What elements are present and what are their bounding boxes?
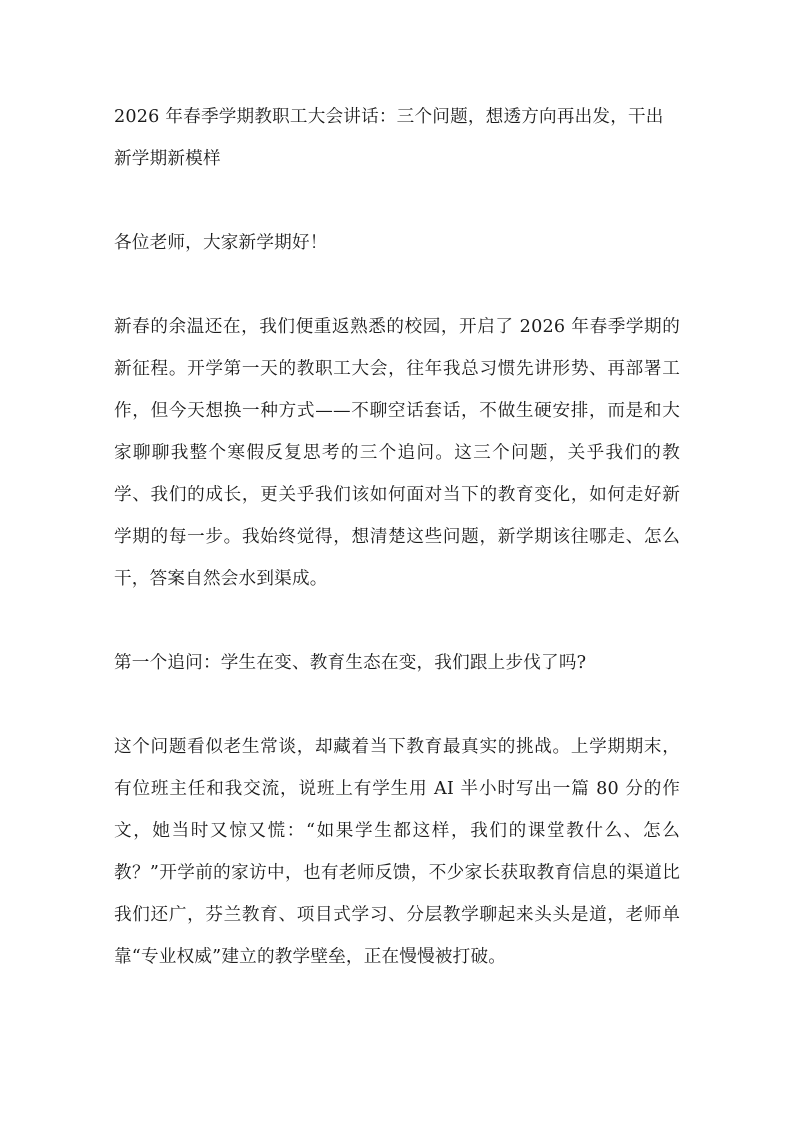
section-heading-first-question: 第一个追问：学生在变、教育生态在变，我们跟上步伐了吗? [114, 653, 587, 673]
greeting-line: 各位老师，大家新学期好！ [114, 233, 328, 253]
document-title: 2026 年春季学期教职工大会讲话：三个问题，想透方向再出发，干出新学期新模样 [114, 107, 664, 169]
intro-paragraph: 新春的余温还在，我们便重返熟悉的校园，开启了 2026 年春季学期的新征程。开学第一天的教职工大会，往年我总习惯先讲形势、再部署工作，但今天想换一种方式——不聊空话套话，不做生硬安排，而是和大家聊聊我整个寒假反复思考的三个追问。这三个问题，关乎我们的教学、我们的成长，更关乎我们该如何面对当下的教育变化，如何走好新学期的每一步。我始终觉得，想清楚这些问题，新学期该往哪走、怎么干，答案自然会水到渠成。 [114, 317, 680, 589]
section-one-body-paragraph: 这个问题看似老生常谈，却藏着当下教育最真实的挑战。上学期期末，有位班主任和我交流，说班上有学生用 AI 半小时写出一篇 80 分的作文，她当时又惊又慌：“如果学生都这样，我们的课堂教什么、怎么教？”开学前的家访中，也有老师反馈，不少家长获取教育信息的渠道比我们还广，芬兰教育、项目式学习、分层教学聊起来头头是道，老师单靠“专业权威”建立的教学壁垒，正在慢慢被打破。 [114, 737, 680, 967]
document-text-body [114, 96, 680, 978]
